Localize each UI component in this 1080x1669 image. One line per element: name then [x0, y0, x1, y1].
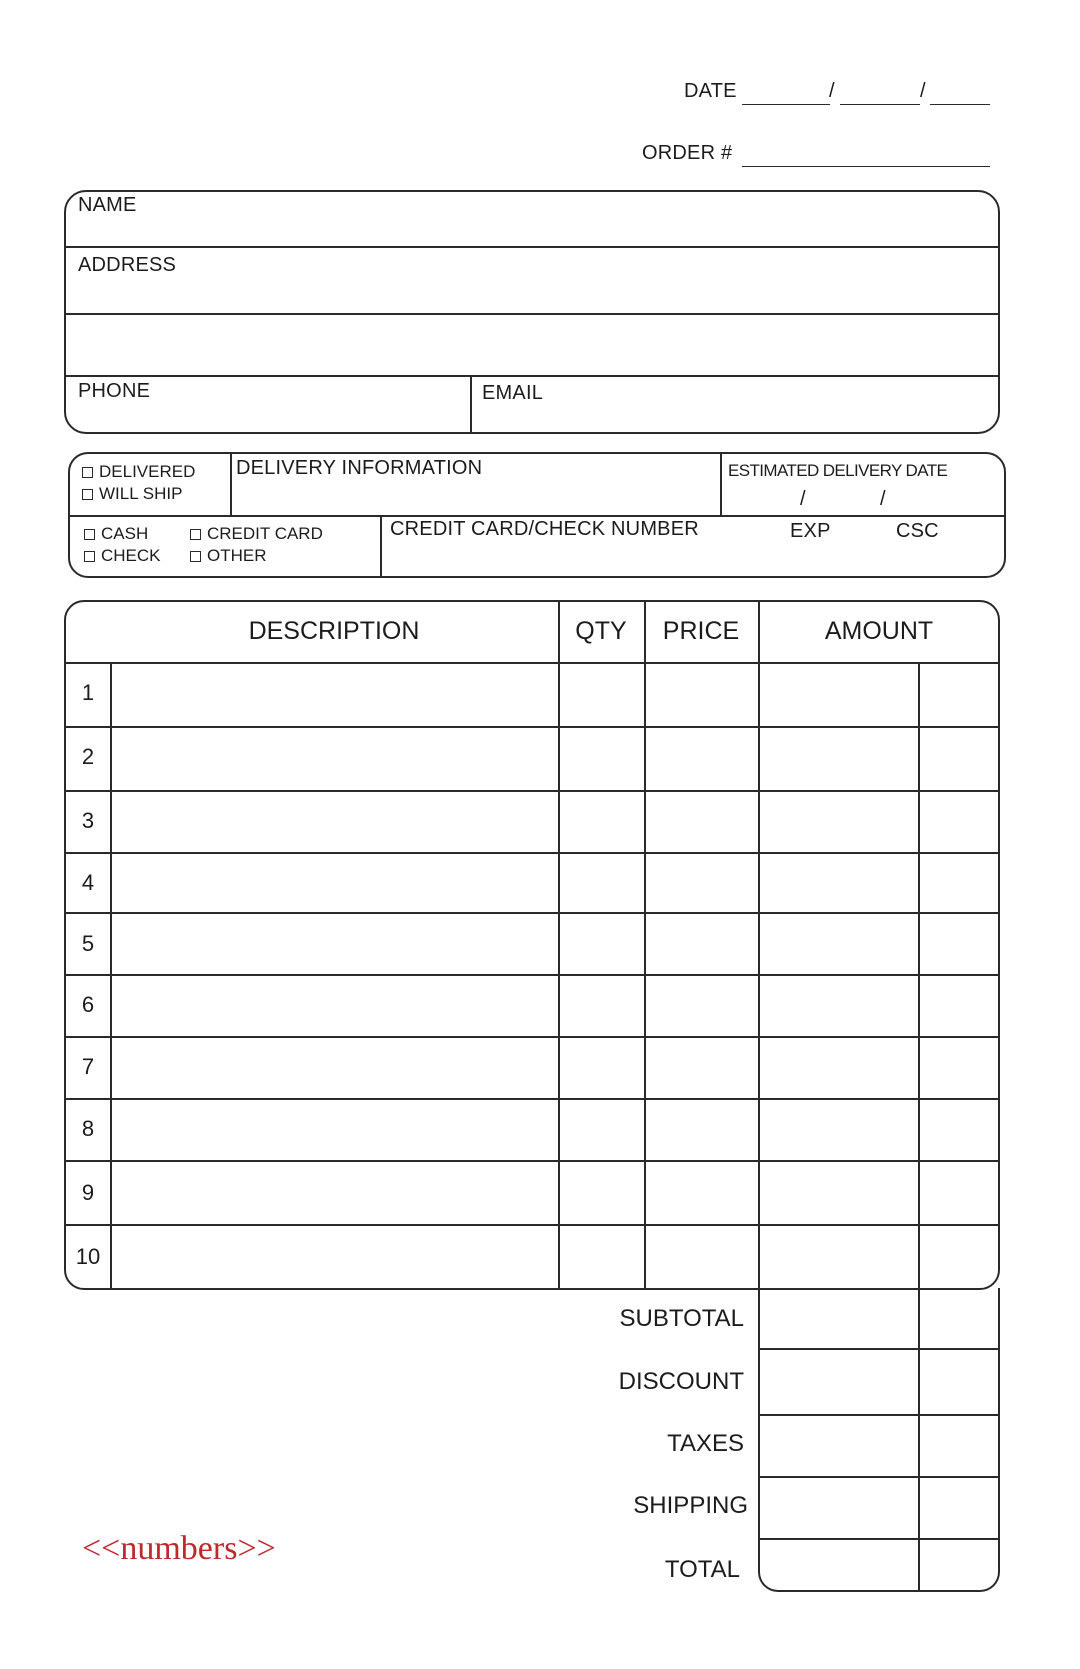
date-label: DATE	[684, 80, 737, 102]
row-number: 7	[81, 1054, 95, 1079]
item-row-3[interactable]	[112, 792, 998, 850]
date-year-line[interactable]	[930, 104, 990, 105]
row-number: 1	[81, 680, 95, 705]
shipping-label: SHIPPING	[633, 1492, 748, 1519]
numbers-placeholder: <<numbers>>	[82, 1530, 276, 1567]
csc-field[interactable]	[880, 544, 990, 574]
estimated-delivery-date-label: ESTIMATED DELIVERY DATE	[728, 461, 948, 480]
total-field[interactable]	[760, 1540, 998, 1590]
address-label: ADDRESS	[78, 254, 177, 276]
credit-card-checkbox[interactable]	[190, 524, 323, 544]
divider	[64, 375, 1000, 377]
item-row-5[interactable]	[112, 914, 998, 972]
divider	[64, 246, 1000, 248]
phone-label: PHONE	[78, 380, 151, 402]
delivered-option-label: DELIVERED	[99, 462, 196, 481]
name-label: NAME	[78, 194, 137, 216]
checkbox-icon	[82, 467, 93, 478]
check-option-label: CHECK	[101, 546, 161, 565]
checkbox-icon	[82, 489, 93, 500]
discount-label: DISCOUNT	[618, 1368, 744, 1395]
address-field[interactable]	[200, 252, 990, 370]
cash-option-label: CASH	[101, 524, 149, 543]
subtotal-label: SUBTOTAL	[619, 1305, 744, 1332]
exp-field[interactable]	[780, 544, 870, 574]
taxes-field[interactable]	[760, 1416, 998, 1474]
column-header-description: DESCRIPTION	[248, 617, 420, 645]
checkbox-icon	[84, 551, 95, 562]
date-month-line[interactable]	[742, 104, 830, 105]
item-row-6[interactable]	[112, 976, 998, 1034]
item-row-10[interactable]	[112, 1226, 998, 1288]
row-number: 9	[81, 1180, 95, 1205]
item-row-1[interactable]	[112, 664, 998, 724]
card-check-number-field[interactable]	[390, 544, 770, 574]
row-number: 6	[81, 992, 95, 1017]
divider	[720, 452, 722, 515]
card-check-number-label: CREDIT CARD/CHECK NUMBER	[390, 518, 699, 540]
item-row-8[interactable]	[112, 1100, 998, 1158]
row-number: 8	[81, 1116, 95, 1141]
divider	[230, 452, 232, 515]
discount-field[interactable]	[760, 1350, 998, 1412]
csc-label: CSC	[896, 520, 939, 542]
other-option-label: OTHER	[207, 546, 267, 565]
row-number: 4	[81, 870, 95, 895]
date-separator: /	[829, 80, 835, 102]
divider	[68, 515, 1006, 517]
date-separator: /	[920, 80, 926, 102]
email-field[interactable]	[560, 380, 990, 428]
order-number-line[interactable]	[742, 166, 990, 167]
date-day-line[interactable]	[840, 104, 920, 105]
row-number: 3	[81, 808, 95, 833]
delivery-information-field[interactable]	[236, 482, 714, 512]
column-header-price: PRICE	[662, 617, 740, 645]
delivery-information-label: DELIVERY INFORMATION	[236, 457, 483, 479]
phone-field[interactable]	[160, 380, 460, 428]
credit-card-option-label: CREDIT CARD	[207, 524, 323, 543]
exp-label: EXP	[790, 520, 831, 542]
estimated-delivery-date-field[interactable]	[728, 486, 998, 514]
other-checkbox[interactable]	[190, 546, 267, 566]
checkbox-icon	[190, 551, 201, 562]
subtotal-field[interactable]	[760, 1290, 998, 1346]
item-row-7[interactable]	[112, 1038, 998, 1096]
item-row-2[interactable]	[112, 728, 998, 788]
est-date-separator: /	[800, 488, 806, 510]
row-number: 2	[81, 744, 95, 769]
email-label: EMAIL	[482, 382, 544, 404]
checkbox-icon	[84, 529, 95, 540]
divider	[470, 375, 472, 434]
name-field[interactable]	[170, 194, 990, 242]
shipping-field[interactable]	[760, 1478, 998, 1536]
delivered-checkbox[interactable]	[82, 462, 195, 482]
will-ship-option-label: WILL SHIP	[99, 484, 183, 503]
will-ship-checkbox[interactable]	[82, 484, 182, 504]
taxes-label: TAXES	[667, 1430, 744, 1457]
cash-checkbox[interactable]	[84, 524, 148, 544]
check-checkbox[interactable]	[84, 546, 161, 566]
total-label: TOTAL	[664, 1556, 740, 1583]
item-row-4[interactable]	[112, 854, 998, 910]
item-row-9[interactable]	[112, 1162, 998, 1222]
est-date-separator: /	[880, 488, 886, 510]
column-header-qty: QTY	[575, 617, 627, 645]
order-number-label: ORDER #	[642, 142, 733, 164]
checkbox-icon	[190, 529, 201, 540]
column-header-amount: AMOUNT	[824, 617, 934, 645]
row-number: 5	[81, 931, 95, 956]
divider	[380, 515, 382, 578]
row-number: 10	[75, 1244, 101, 1269]
